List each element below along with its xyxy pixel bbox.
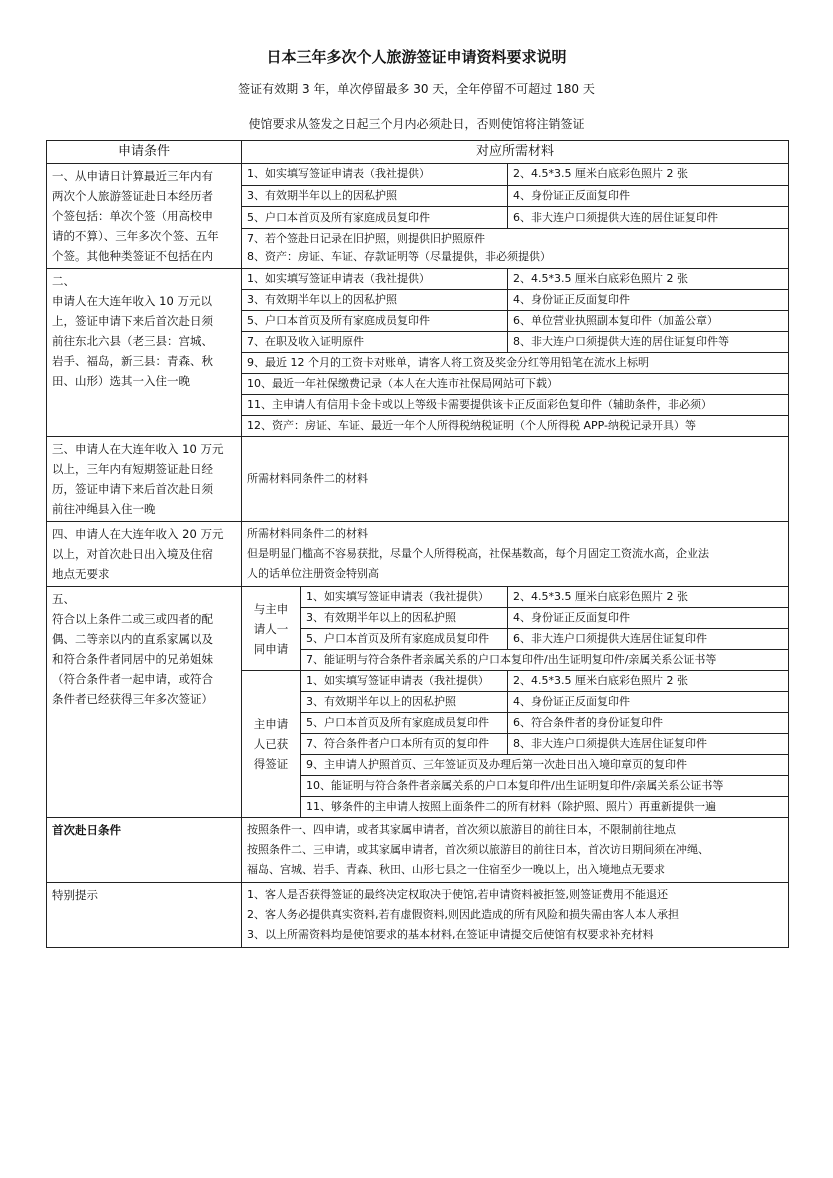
- first-entry-text: 按照条件一、四申请，或者其家属申请者，首次须以旅游目的前往日本，不限制前往地点 按照条件二、三申请，或其家属申请者，首次须以旅游目的前往日本，首次访日期间须在冲绳、 福岛、宫城、岩手、青森、秋田、山形七县之一住宿至少一晚以上，出入境地点无要求: [242, 818, 789, 883]
- material-item: 2、4.5*3.5 厘米白底彩色照片 2 张: [508, 671, 789, 692]
- material-item: 1、如实填写签证申请表（我社提供）: [242, 164, 508, 186]
- material-item: 1、如实填写签证申请表（我社提供）: [301, 587, 508, 608]
- material-item: 11、够条件的主申请人按照上面条件二的所有材料（除护照、照片）再重新提供一遍: [301, 797, 789, 818]
- material-item: 2、4.5*3.5 厘米白底彩色照片 2 张: [508, 164, 789, 186]
- material-item: 3、有效期半年以上的因私护照: [301, 608, 508, 629]
- material-item: 6、单位营业执照副本复印件（加盖公章）: [508, 311, 789, 332]
- material-item: 1、如实填写签证申请表（我社提供）: [242, 269, 508, 290]
- condition-1: 一、从申请日计算最近三年内有 两次个人旅游签证赴日本经历者 个签包括：单次个签（用高校申 请的不算）、三年多次个签、五年 个签。其他种类签证不包括在内: [47, 164, 242, 269]
- material-item: 10、最近一年社保缴费记录（本人在大连市社保局网站可下载）: [242, 374, 789, 395]
- material-item: 11、主申请人有信用卡金卡或以上等级卡需要提供该卡正反面彩色复印件（辅助条件，非必须）: [242, 395, 789, 416]
- material-item: 6、符合条件者的身份证复印件: [508, 713, 789, 734]
- page-title: 日本三年多次个人旅游签证申请资料要求说明: [266, 48, 567, 66]
- material-item: 5、户口本首页及所有家庭成员复印件: [301, 713, 508, 734]
- material-item: 2、4.5*3.5 厘米白底彩色照片 2 张: [508, 269, 789, 290]
- material-item: 4、身份证正反面复印件: [508, 185, 789, 207]
- material-item: 4、身份证正反面复印件: [508, 692, 789, 713]
- table-row: [47, 883, 789, 948]
- material-item: 3、有效期半年以上的因私护照: [242, 185, 508, 207]
- entry-deadline-note: 使馆要求从签发之日起三个月内必须赴日，否则使馆将注销签证: [248, 117, 585, 131]
- material-item: 8、非大连户口须提供大连居住证复印件: [508, 734, 789, 755]
- material-item: 5、户口本首页及所有家庭成员复印件: [242, 207, 508, 229]
- material-item: 3、有效期半年以上的因私护照: [301, 692, 508, 713]
- table-row: [47, 269, 789, 290]
- table-row: [47, 164, 789, 186]
- table-row: [47, 437, 789, 522]
- table-row: [47, 818, 789, 883]
- header-condition: 申请条件: [47, 141, 242, 164]
- material-item: 7、能证明与符合条件者亲属关系的户口本复印件/出生证明复印件/亲属关系公证书等: [301, 650, 789, 671]
- notes-label: 特别提示: [47, 883, 242, 948]
- material-item: 9、主申请人护照首页、三年签证页及办理后第一次赴日出入境印章页的复印件: [301, 755, 789, 776]
- condition-5: 五、 符合以上条件二或三或四者的配 偶、二等亲以内的直系家属以及 和符合条件者同居中的兄弟姐妹 （符合条件者一起申请，或符合 条件者已经获得三年多次签证）: [47, 587, 242, 818]
- validity-note: 签证有效期 3 年，单次停留最多 30 天，全年停留不可超过 180 天: [238, 82, 595, 96]
- material-item: 2、4.5*3.5 厘米白底彩色照片 2 张: [508, 587, 789, 608]
- material-item: 7、在职及收入证明原件: [242, 332, 508, 353]
- table-row: [47, 587, 789, 608]
- material-item: 6、非大连户口须提供大连居住证复印件: [508, 629, 789, 650]
- material-item: 5、户口本首页及所有家庭成员复印件: [301, 629, 508, 650]
- material-item: 4、身份证正反面复印件: [508, 608, 789, 629]
- material-item: 1、如实填写签证申请表（我社提供）: [301, 671, 508, 692]
- material-item: 6、非大连户口须提供大连的居住证复印件: [508, 207, 789, 229]
- material-item: 3、有效期半年以上的因私护照: [242, 290, 508, 311]
- condition-3: 三、申请人在大连年收入 10 万元 以上，三年内有短期签证赴日经 历，签证申请下来后首次赴日须 前往冲绳县入住一晚: [47, 437, 242, 522]
- material-item: 4、身份证正反面复印件: [508, 290, 789, 311]
- material-item: 所需材料同条件二的材料: [242, 437, 789, 522]
- table-row: [47, 522, 789, 587]
- material-item: 5、户口本首页及所有家庭成员复印件: [242, 311, 508, 332]
- material-item: 7、若个签赴日记录在旧护照，则提供旧护照原件 8、资产：房证、车证、存款证明等（尽量提供，非必须提供）: [242, 228, 789, 268]
- requirements-table: [46, 140, 789, 948]
- material-item: 8、非大连户口须提供大连的居住证复印件等: [508, 332, 789, 353]
- material-item: 7、符合条件者户口本所有页的复印件: [301, 734, 508, 755]
- table-header-row: [47, 141, 789, 164]
- condition-2: 二、 申请人在大连年收入 10 万元以 上，签证申请下来后首次赴日须 前往东北六县（老三县：宫城、 岩手、福岛，新三县：青森、秋 田、山形）选其一入住一晚: [47, 269, 242, 437]
- material-item: 12、资产：房证、车证、最近一年个人所得税纳税证明（个人所得税 APP-纳税记录开具）等: [242, 416, 789, 437]
- header-materials: 对应所需材料: [242, 141, 789, 164]
- group-label-obtained: 主申请 人已获 得签证: [242, 671, 301, 818]
- material-item: 10、能证明与符合条件者亲属关系的户口本复印件/出生证明复印件/亲属关系公证书等: [301, 776, 789, 797]
- material-item: 所需材料同条件二的材料 但是明显门槛高不容易获批，尽量个人所得税高，社保基数高，每个月固定工资流水高，企业法 人的话单位注册资金特别高: [242, 522, 789, 587]
- group-label-joint: 与主申 请人一 同申请: [242, 587, 301, 671]
- condition-4: 四、申请人在大连年收入 20 万元 以上，对首次赴日出入境及住宿 地点无要求: [47, 522, 242, 587]
- notes-text: 1、客人是否获得签证的最终决定权取决于使馆,若申请资料被拒签,则签证费用不能退还 2、客人务必提供真实资料,若有虚假资料,则因此造成的所有风险和损失需由客人本人承担 3、以上所需资料均是使馆要求的基本材料,在签证申请提交后使馆有权要求补充材料: [242, 883, 789, 948]
- material-item: 9、最近 12 个月的工资卡对账单，请客人将工资及奖金分红等用铅笔在流水上标明: [242, 353, 789, 374]
- first-entry-label: 首次赴日条件: [47, 818, 242, 883]
